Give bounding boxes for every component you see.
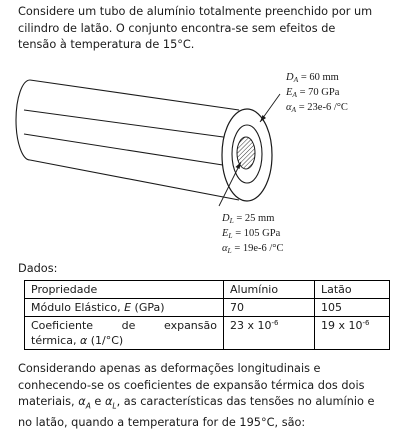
conclusion-line-4: no latão, quando a temperatura for de 195°C, são:: [18, 415, 306, 429]
aluminum-expansion-label: αA = 23e-6 /°C: [286, 102, 348, 114]
coef-latao-exp: -6: [362, 319, 370, 327]
row-modulo-label: [25, 299, 224, 317]
alpha-a-subscript: A: [85, 401, 91, 411]
intro-paragraph: [18, 4, 390, 54]
row-coef-latao: [315, 317, 390, 350]
tube-bottom-edge: [30, 160, 239, 200]
properties-table: [24, 280, 390, 350]
brass-top-edge: [24, 110, 238, 139]
header-latao: Latão: [315, 281, 390, 299]
brass-diameter-label: DL = 25 mm: [222, 213, 275, 225]
conclusion-paragraph: [18, 361, 390, 431]
alpha-l-symbol: α: [104, 395, 113, 408]
coef-aluminio-base: 23 x 10: [230, 319, 272, 332]
coef-unit: (1/°C): [87, 334, 124, 347]
alpha-l-subscript: L: [112, 401, 117, 411]
coef-aluminio-exp: -6: [271, 319, 279, 327]
conclusion-line-2: conhecendo-se os coeficientes de expansão térmica dos dois: [18, 378, 365, 392]
conclusion-line-3: [18, 394, 390, 415]
intro-line-1: Considere um tubo de alumínio totalmente preenchido por um: [18, 5, 373, 18]
conclusion-line3-prefix: materiais,: [18, 395, 79, 408]
dados-label: Dados:: [18, 262, 58, 275]
brass-bottom-edge: [24, 134, 242, 168]
alpha-a-symbol: α: [78, 395, 86, 408]
table-row: [25, 299, 390, 317]
brass-expansion-label: αL = 19e-6 /°C: [222, 243, 284, 255]
tube-top-edge: [30, 80, 239, 110]
brass-modulus-label: EL = 105 GPa: [222, 228, 281, 240]
intro-line-3: tensão à temperatura de 15°C.: [18, 38, 195, 51]
aluminum-modulus-label: EA = 70 GPa: [286, 87, 340, 99]
conclusion-line-1: Considerando apenas as deformações longitudinais e: [18, 362, 321, 375]
header-propriedade: Propriedade: [25, 281, 224, 299]
modulo-symbol: E: [124, 301, 132, 314]
coef-line2-text: térmica,: [31, 334, 80, 347]
coef-latao-base: 19 x 10: [321, 319, 363, 332]
coef-word-2: de: [121, 319, 136, 332]
modulo-label-text: Módulo Elástico,: [31, 301, 125, 314]
header-aluminio: Alumínio: [224, 281, 315, 299]
row-coef-aluminio: [224, 317, 315, 350]
tube-diagram: [14, 58, 392, 258]
table-row: [25, 317, 390, 350]
aluminum-diameter-label: DA = 60 mm: [286, 72, 339, 84]
table-header-row: [25, 281, 390, 299]
intro-line-2: cilindro de latão. O conjunto encontra-se sem efeitos de: [18, 21, 336, 35]
coef-label-line-1: [31, 318, 217, 333]
row-modulo-latao: 105: [315, 299, 390, 317]
row-coef-label: [25, 317, 224, 350]
coef-word-3: expansão: [164, 319, 217, 332]
modulo-unit: (GPa): [131, 301, 165, 314]
tube-left-end: [16, 80, 30, 160]
coef-word-1: Coeficiente: [31, 319, 94, 332]
conclusion-conj: e: [90, 395, 105, 408]
coef-symbol: α: [79, 334, 88, 347]
coef-label-line-2: [31, 333, 217, 348]
conclusion-line3-suffix: , as características das tensões no alumínio e: [116, 395, 375, 408]
row-modulo-aluminio: 70: [224, 299, 315, 317]
tube-figure: [14, 58, 392, 258]
